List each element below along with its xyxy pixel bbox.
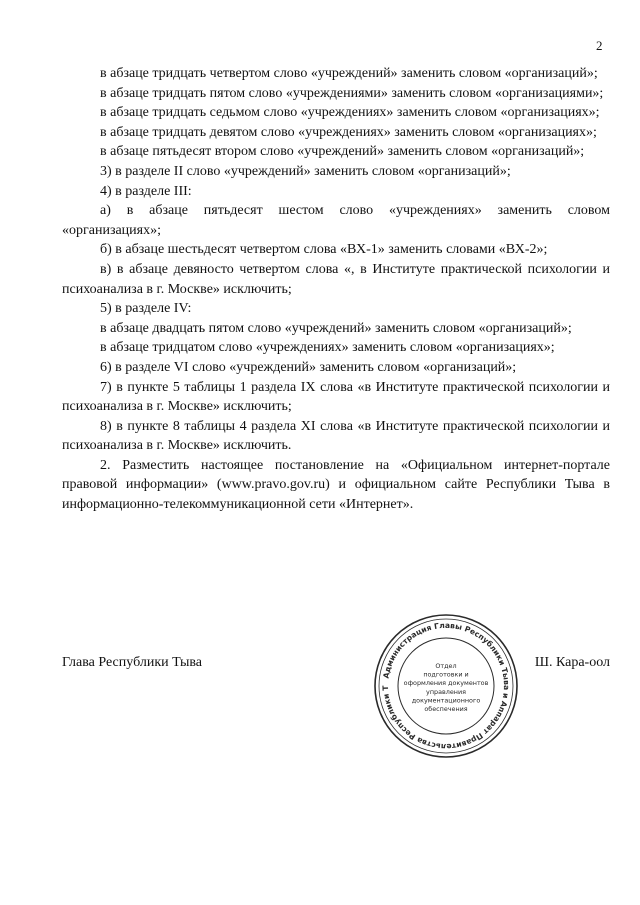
paragraph: в) в абзаце девяносто четвертом слова «, в Институте практической психологии и психоанализа в г. Москве» исключить;: [62, 261, 610, 297]
paragraph: в абзаце тридцать седьмом слово «учреждениях» заменить словом «организациях»;: [100, 105, 600, 121]
paragraph: 3) в разделе II слово «учреждений» заменить словом «организаций»;: [100, 163, 511, 179]
stamp-center-line: оформления документов: [403, 679, 489, 688]
official-stamp: [372, 612, 520, 760]
paragraph: а) в абзаце пятьдесят шестом слово «учреждениях» заменить словом «организациях»;: [62, 203, 610, 238]
paragraph: 7) в пункте 5 таблицы 1 раздела IX слова «в Институте практической психологии и психоанализа в г. Москве» исключить;: [62, 379, 610, 415]
svg-text:Администрация Главы Республики: Администрация Главы Республики Тыва и Аппарат Правительства Республики Т: [380, 620, 512, 752]
paragraph: в абзаце пятьдесят втором слово «учреждений» заменить словом «организаций»;: [100, 144, 585, 160]
paragraph: в абзаце тридцать четвертом слово «учреждений» заменить словом «организаций»;: [100, 66, 598, 81]
stamp-center-line: Отдел: [435, 662, 457, 670]
paragraph: 6) в разделе VI слово «учреждений» заменить словом «организаций»;: [100, 359, 517, 375]
stamp-center-line: подготовки и: [423, 670, 469, 679]
stamp-center-line: управления: [426, 687, 466, 696]
stamp-center-line: обеспечения: [424, 705, 468, 713]
stamp-seal-graphic: [372, 612, 520, 760]
signatory-title: Глава Республики Тыва: [62, 655, 203, 670]
page-number: 2: [596, 38, 603, 53]
paragraph: в абзаце тридцать девятом слово «учреждениях» заменить словом «организациях»;: [100, 124, 597, 140]
paragraph: 8) в пункте 8 таблицы 4 раздела XI слова «в Институте практической психологии и психоанализа в г. Москве» исключить.: [62, 418, 610, 454]
paragraph: в абзаце тридцатом слово «учреждениях» заменить словом «организациях»;: [100, 340, 555, 356]
stamp-center-line: документационного: [411, 696, 481, 705]
paragraph: в абзаце тридцать пятом слово «учреждениями» заменить словом «организациями»;: [100, 85, 604, 101]
document-body: [62, 64, 610, 515]
paragraph: б) в абзаце шестьдесят четвертом слова «ВХ-1» заменить словами «ВХ-2»;: [100, 242, 548, 258]
paragraph: в абзаце двадцать пятом слово «учреждений» заменить словом «организаций»;: [100, 320, 572, 336]
paragraph: 2. Разместить настоящее постановление на «Официальном интернет-портале правовой информации» (www.pravo.gov.ru) и официальном сайте Республики Тыва в информационно-телекоммуникационной сети «Интернет».: [62, 457, 610, 513]
signatory-name: Ш. Кара-оол: [534, 655, 610, 670]
paragraph: 4) в разделе III:: [100, 183, 192, 199]
paragraph: 5) в разделе IV:: [100, 301, 192, 317]
